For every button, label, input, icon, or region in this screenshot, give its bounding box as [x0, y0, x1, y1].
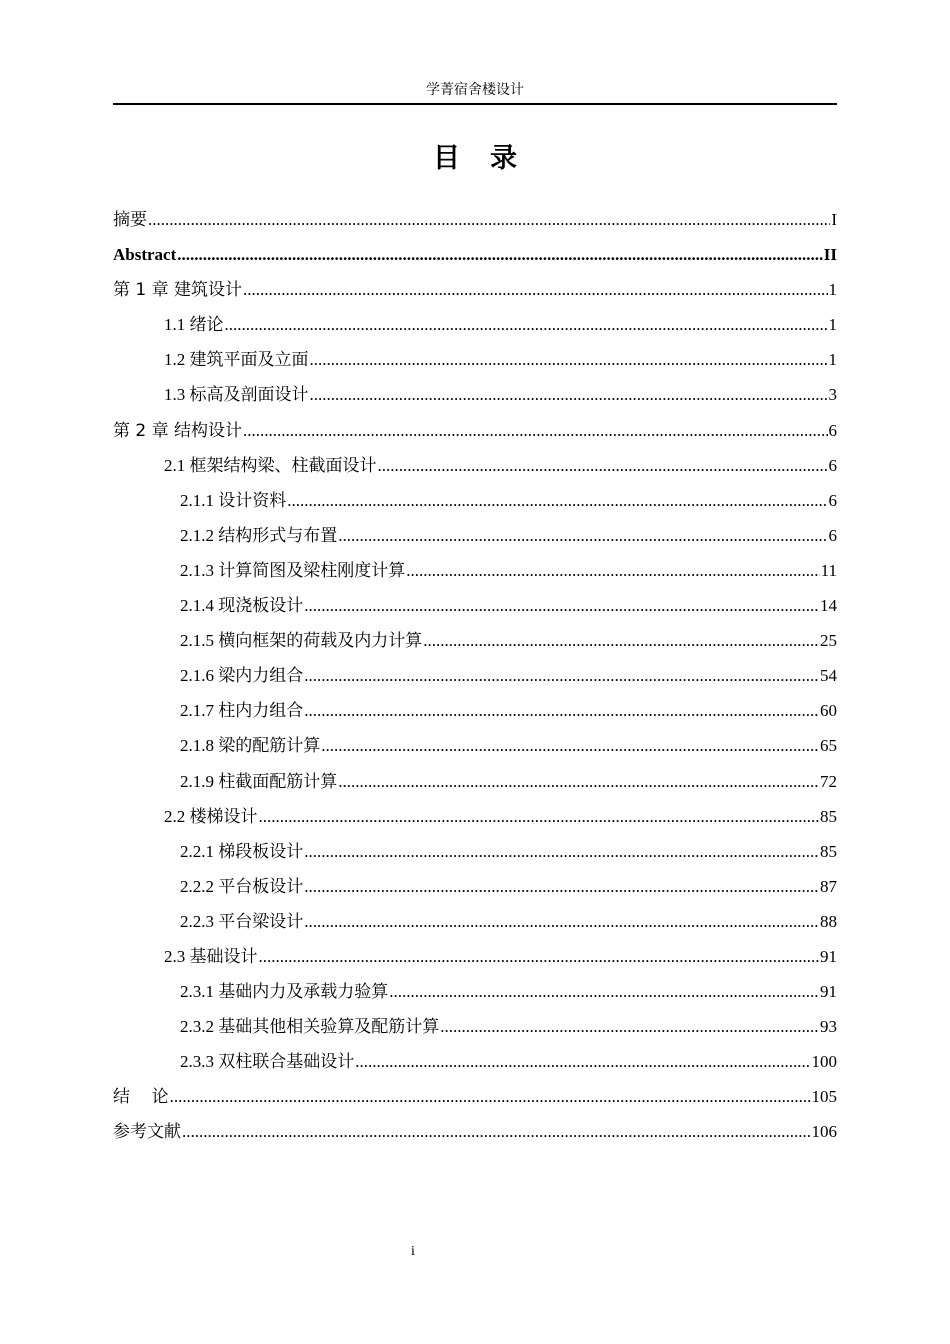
toc-entry-label: 1.2 建筑平面及立面 — [164, 350, 309, 370]
toc-dot-leader — [259, 939, 820, 974]
toc-dot-leader — [310, 377, 828, 412]
toc-entry-page: 85 — [820, 841, 837, 861]
toc-entry-label: 1.1 绪论 — [164, 315, 224, 335]
toc-dot-leader — [304, 869, 819, 904]
toc-entry-page: 3 — [828, 385, 837, 405]
toc-entry-label: 2.2.3 平台梁设计 — [180, 911, 304, 931]
toc-dot-leader — [177, 237, 823, 272]
toc-entry[interactable] — [113, 974, 837, 1009]
toc-entry-page: II — [823, 245, 837, 265]
toc-entry-page: 93 — [820, 1017, 837, 1037]
toc-entry[interactable] — [113, 413, 837, 448]
table-of-contents — [113, 202, 837, 1150]
toc-entry-label: 2.1.6 梁内力组合 — [180, 666, 304, 686]
toc-entry[interactable] — [113, 693, 837, 728]
toc-entry[interactable] — [113, 658, 837, 693]
toc-entry-page: 106 — [811, 1122, 837, 1142]
toc-dot-leader — [321, 728, 819, 763]
toc-entry[interactable] — [113, 448, 837, 483]
toc-entry[interactable] — [113, 869, 837, 904]
toc-entry-page: 25 — [820, 631, 837, 651]
toc-dot-leader — [406, 553, 819, 588]
toc-entry-label: 2.1.1 设计资料 — [180, 490, 287, 510]
toc-entry[interactable] — [113, 588, 837, 623]
toc-entry[interactable] — [113, 202, 837, 237]
toc-entry[interactable] — [113, 623, 837, 658]
toc-entry[interactable] — [113, 1044, 837, 1079]
toc-dot-leader — [310, 342, 828, 377]
toc-entry-label: 2.2.1 梯段板设计 — [180, 841, 304, 861]
toc-entry-label: 2.1 框架结构梁、柱截面设计 — [164, 455, 377, 475]
toc-dot-leader — [423, 623, 819, 658]
toc-entry-label: 2.3.1 基础内力及承载力验算 — [180, 982, 389, 1002]
toc-entry-label: 2.2 楼梯设计 — [164, 806, 258, 826]
toc-entry[interactable] — [113, 272, 837, 307]
toc-entry-page: 6 — [828, 525, 837, 545]
toc-entry-page: 1 — [828, 350, 837, 370]
toc-entry-page: 14 — [820, 596, 837, 616]
toc-dot-leader — [243, 272, 827, 307]
toc-entry[interactable] — [113, 799, 837, 834]
page-number: i — [411, 1244, 415, 1259]
toc-dot-leader — [440, 1009, 819, 1044]
toc-dot-leader — [170, 1079, 811, 1114]
header-rule — [113, 103, 837, 105]
toc-entry-page: 65 — [820, 736, 837, 756]
toc-dot-leader — [304, 834, 819, 869]
toc-entry-page: 87 — [820, 876, 837, 896]
toc-entry-label: 摘要 — [113, 210, 147, 230]
toc-entry-page: 11 — [820, 560, 837, 580]
running-header: 学菁宿舍楼设计 — [426, 83, 524, 98]
toc-entry[interactable] — [113, 728, 837, 763]
toc-entry-label: 2.1.3 计算简图及梁柱刚度计算 — [180, 560, 406, 580]
toc-entry-page: 91 — [820, 982, 837, 1002]
toc-entry[interactable] — [113, 237, 837, 272]
toc-entry[interactable] — [113, 377, 837, 412]
toc-entry-label: 2.1.5 横向框架的荷载及内力计算 — [180, 631, 423, 651]
toc-entry[interactable] — [113, 764, 837, 799]
toc-entry-label: 2.3 基础设计 — [164, 946, 258, 966]
toc-entry-page: 88 — [820, 911, 837, 931]
toc-dot-leader — [259, 799, 820, 834]
toc-dot-leader — [243, 413, 827, 448]
toc-title: 目录 — [433, 143, 547, 174]
toc-entry-label: 2.3.2 基础其他相关验算及配筋计算 — [180, 1017, 440, 1037]
toc-entry-label: 2.3.3 双柱联合基础设计 — [180, 1052, 355, 1072]
toc-dot-leader — [182, 1114, 811, 1149]
toc-entry-page: 1 — [828, 280, 837, 300]
toc-entry-label: Abstract — [113, 245, 177, 265]
toc-dot-leader — [355, 1044, 810, 1079]
toc-entry-page: 6 — [828, 420, 837, 440]
toc-entry-page: 1 — [828, 315, 837, 335]
toc-entry-page: 91 — [820, 946, 837, 966]
toc-entry[interactable] — [113, 518, 837, 553]
toc-entry-label: 第 2 章 结构设计 — [113, 420, 243, 441]
toc-entry-page: 105 — [811, 1087, 837, 1107]
toc-entry[interactable] — [113, 307, 837, 342]
toc-entry[interactable] — [113, 342, 837, 377]
toc-entry-page: 60 — [820, 701, 837, 721]
toc-entry-label: 2.1.7 柱内力组合 — [180, 701, 304, 721]
toc-entry[interactable] — [113, 904, 837, 939]
toc-dot-leader — [304, 693, 819, 728]
toc-entry-page: 100 — [811, 1052, 837, 1072]
toc-entry[interactable] — [113, 834, 837, 869]
toc-dot-leader — [304, 904, 819, 939]
toc-entry[interactable] — [113, 1079, 837, 1114]
toc-dot-leader — [389, 974, 819, 1009]
toc-dot-leader — [148, 202, 830, 237]
toc-entry-page: 6 — [828, 455, 837, 475]
toc-entry[interactable] — [113, 1009, 837, 1044]
toc-dot-leader — [338, 518, 827, 553]
toc-entry-page: 54 — [820, 666, 837, 686]
toc-entry-label: 2.1.9 柱截面配筋计算 — [180, 771, 338, 791]
toc-entry[interactable] — [113, 483, 837, 518]
toc-dot-leader — [304, 588, 819, 623]
toc-entry-label: 参考文献 — [113, 1122, 181, 1143]
toc-dot-leader — [378, 448, 828, 483]
toc-entry-label: 2.1.2 结构形式与布置 — [180, 525, 338, 545]
toc-dot-leader — [304, 658, 819, 693]
toc-dot-leader — [225, 307, 828, 342]
toc-entry-label: 2.2.2 平台板设计 — [180, 876, 304, 896]
toc-entry[interactable] — [113, 1114, 837, 1149]
toc-entry-page: 6 — [828, 490, 837, 510]
toc-dot-leader — [338, 764, 819, 799]
toc-entry-page: 72 — [820, 771, 837, 791]
toc-entry-page: 85 — [820, 806, 837, 826]
toc-entry-page: I — [831, 210, 837, 229]
toc-dot-leader — [287, 483, 827, 518]
toc-entry-label: 结 论 — [113, 1087, 169, 1108]
toc-entry-label: 2.1.4 现浇板设计 — [180, 596, 304, 616]
toc-entry-label: 2.1.8 梁的配筋计算 — [180, 736, 321, 756]
toc-entry-label: 1.3 标高及剖面设计 — [164, 385, 309, 405]
toc-entry[interactable] — [113, 553, 837, 588]
toc-entry-label: 第 1 章 建筑设计 — [113, 280, 243, 301]
toc-entry[interactable] — [113, 939, 837, 974]
